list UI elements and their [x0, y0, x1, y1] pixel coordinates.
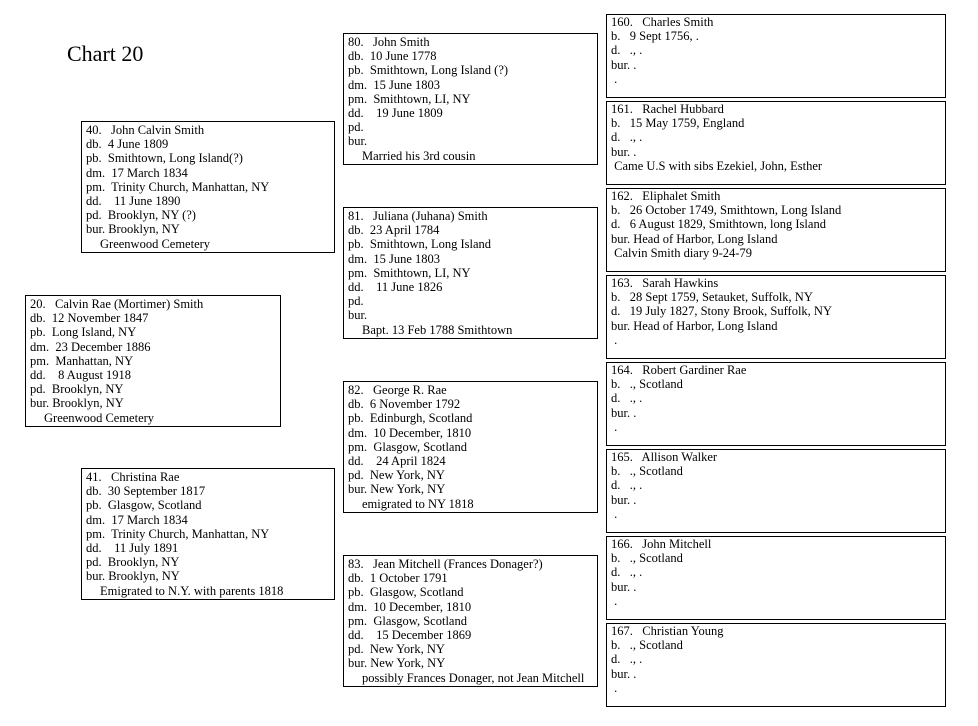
birth-date: db. 6 November 1792	[348, 397, 461, 412]
person-note: .	[611, 506, 618, 521]
death-info: d. ., .	[611, 652, 643, 667]
person-note: Greenwood Cemetery	[100, 236, 211, 251]
marriage-date: dm. 23 December 1886	[30, 339, 151, 354]
birth-date: db. 12 November 1847	[30, 311, 149, 326]
death-place: pd.	[348, 120, 364, 135]
marriage-place: pm. Trinity Church, Manhattan, NY	[86, 526, 270, 541]
person-note: Married his 3rd cousin	[362, 148, 476, 163]
person-name: 40. John Calvin Smith	[86, 123, 205, 137]
person-name: 81. Juliana (Juhana) Smith	[348, 209, 488, 223]
birth-info: b. ., Scotland	[611, 377, 683, 392]
birth-date: db. 23 April 1784	[348, 223, 440, 238]
marriage-date: dm. 17 March 1834	[86, 165, 188, 180]
death-date: dd. 15 December 1869	[348, 627, 472, 642]
burial-place: bur. New York, NY	[348, 656, 446, 671]
person-box-83	[343, 555, 598, 687]
marriage-place: pm. Smithtown, LI, NY	[348, 91, 471, 106]
death-place: pd. New York, NY	[348, 468, 445, 483]
chart-title: Chart 20	[67, 41, 144, 66]
burial-place: bur. Brooklyn, NY	[86, 569, 180, 584]
death-place: pd. Brooklyn, NY (?)	[86, 208, 196, 223]
person-name: 83. Jean Mitchell (Frances Donager?)	[348, 557, 543, 571]
burial-info: bur. .	[611, 492, 637, 507]
death-date: dd. 11 June 1826	[348, 279, 443, 294]
person-name: 161. Rachel Hubbard	[611, 102, 724, 116]
burial-info: bur. .	[611, 57, 637, 72]
person-box-41	[81, 468, 335, 600]
death-info: d. ., .	[611, 391, 643, 406]
birth-info: b. ., Scotland	[611, 464, 683, 479]
marriage-date: dm. 10 December, 1810	[348, 599, 472, 614]
birth-date: db. 4 June 1809	[86, 137, 169, 152]
person-box-164	[606, 362, 946, 446]
person-box-166	[606, 536, 946, 620]
death-info: d. ., .	[611, 565, 643, 580]
birth-place: pb. Glasgow, Scotland	[348, 585, 464, 600]
marriage-place: pm. Manhattan, NY	[30, 353, 134, 368]
burial-info: bur. Head of Harbor, Long Island	[611, 231, 778, 246]
death-date: dd. 11 July 1891	[86, 540, 179, 555]
burial-place: bur. New York, NY	[348, 482, 446, 497]
person-note: .	[611, 680, 618, 695]
burial-place: bur.	[348, 134, 368, 149]
person-name: 162. Eliphalet Smith	[611, 189, 721, 203]
death-date: dd. 8 August 1918	[30, 367, 132, 382]
person-box-161	[606, 101, 946, 185]
marriage-place: pm. Trinity Church, Manhattan, NY	[86, 179, 270, 194]
person-name: 167. Christian Young	[611, 624, 724, 638]
birth-date: db. 10 June 1778	[348, 49, 437, 64]
death-info: d. ., .	[611, 43, 643, 58]
death-date: dd. 11 June 1890	[86, 193, 181, 208]
person-name: 20. Calvin Rae (Mortimer) Smith	[30, 297, 204, 311]
burial-info: bur. .	[611, 579, 637, 594]
birth-place: pb. Smithtown, Long Island(?)	[86, 151, 243, 166]
marriage-place: pm. Glasgow, Scotland	[348, 613, 467, 628]
birth-info: b. ., Scotland	[611, 638, 683, 653]
birth-date: db. 30 September 1817	[86, 484, 206, 499]
birth-info: b. 15 May 1759, England	[611, 116, 745, 131]
birth-place: pb. Long Island, NY	[30, 325, 137, 340]
marriage-place: pm. Smithtown, LI, NY	[348, 265, 471, 280]
person-box-167	[606, 623, 946, 707]
marriage-place: pm. Glasgow, Scotland	[348, 439, 467, 454]
person-note: Calvin Smith diary 9-24-79	[611, 245, 752, 260]
birth-info: b. 28 Sept 1759, Setauket, Suffolk, NY	[611, 290, 813, 305]
birth-info: b. ., Scotland	[611, 551, 683, 566]
person-note: .	[611, 71, 618, 86]
person-note: .	[611, 332, 618, 347]
death-info: d. 19 July 1827, Stony Brook, Suffolk, NY	[611, 304, 832, 319]
marriage-date: dm. 17 March 1834	[86, 512, 188, 527]
person-box-40	[81, 121, 335, 253]
marriage-date: dm. 15 June 1803	[348, 77, 441, 92]
person-name: 82. George R. Rae	[348, 383, 447, 397]
death-place: pd. Brooklyn, NY	[86, 555, 180, 570]
person-box-162	[606, 188, 946, 272]
person-note: Came U.S with sibs Ezekiel, John, Esther	[611, 158, 823, 173]
person-box-80	[343, 33, 598, 165]
birth-place: pb. Glasgow, Scotland	[86, 498, 202, 513]
birth-place: pb. Smithtown, Long Island (?)	[348, 63, 509, 78]
birth-date: db. 1 October 1791	[348, 571, 448, 586]
person-name: 166. John Mitchell	[611, 537, 712, 551]
death-place: pd.	[348, 294, 364, 309]
death-date: dd. 24 April 1824	[348, 453, 446, 468]
death-place: pd. Brooklyn, NY	[30, 382, 124, 397]
burial-info: bur. .	[611, 405, 637, 420]
birth-info: b. 26 October 1749, Smithtown, Long Island	[611, 203, 842, 218]
person-box-165	[606, 449, 946, 533]
person-name: 41. Christina Rae	[86, 470, 180, 484]
person-note: possibly Frances Donager, not Jean Mitchell	[362, 670, 585, 685]
person-box-20	[25, 295, 281, 427]
person-box-160	[606, 14, 946, 98]
marriage-date: dm. 10 December, 1810	[348, 425, 472, 440]
burial-place: bur. Brooklyn, NY	[86, 222, 180, 237]
marriage-date: dm. 15 June 1803	[348, 251, 441, 266]
person-note: Bapt. 13 Feb 1788 Smithtown	[362, 322, 513, 337]
person-note: Greenwood Cemetery	[44, 410, 155, 425]
birth-place: pb. Edinburgh, Scotland	[348, 411, 473, 426]
person-box-81	[343, 207, 598, 339]
birth-place: pb. Smithtown, Long Island	[348, 237, 492, 252]
burial-place: bur. Brooklyn, NY	[30, 396, 124, 411]
person-note: Emigrated to N.Y. with parents 1818	[100, 583, 284, 598]
burial-info: bur. .	[611, 666, 637, 681]
person-name: 164. Robert Gardiner Rae	[611, 363, 747, 377]
person-note: .	[611, 419, 618, 434]
death-place: pd. New York, NY	[348, 642, 445, 657]
death-info: d. ., .	[611, 478, 643, 493]
person-name: 80. John Smith	[348, 35, 430, 49]
death-info: d. 6 August 1829, Smithtown, long Island	[611, 217, 826, 232]
person-box-82	[343, 381, 598, 513]
person-name: 160. Charles Smith	[611, 15, 714, 29]
burial-info: bur. .	[611, 144, 637, 159]
person-name: 165. Allison Walker	[611, 450, 718, 464]
person-name: 163. Sarah Hawkins	[611, 276, 719, 290]
burial-place: bur.	[348, 308, 368, 323]
person-note: .	[611, 593, 618, 608]
birth-info: b. 9 Sept 1756, .	[611, 29, 699, 44]
burial-info: bur. Head of Harbor, Long Island	[611, 318, 778, 333]
person-note: emigrated to NY 1818	[362, 496, 474, 511]
person-box-163	[606, 275, 946, 359]
death-info: d. ., .	[611, 130, 643, 145]
death-date: dd. 19 June 1809	[348, 105, 443, 120]
